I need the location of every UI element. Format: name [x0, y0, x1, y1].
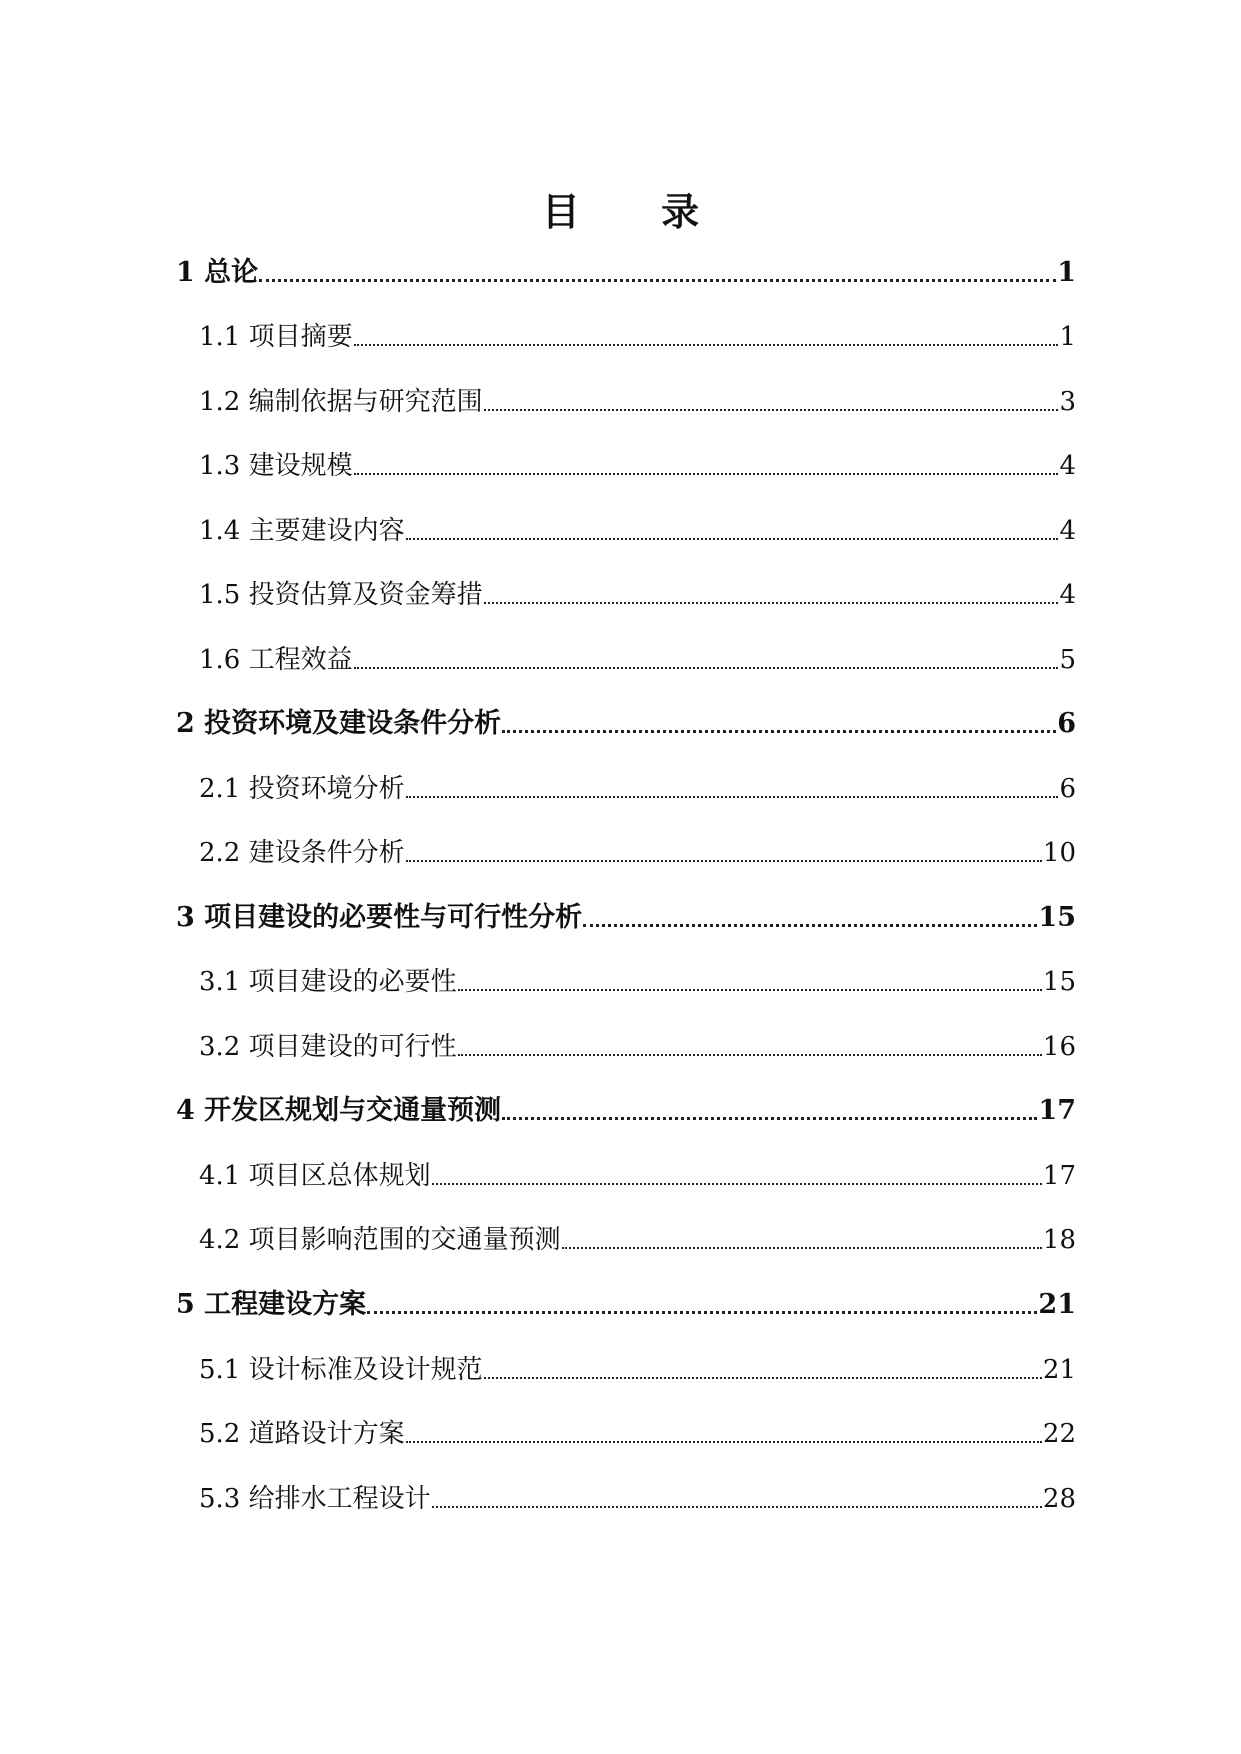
toc-entry[interactable]	[176, 1091, 1076, 1131]
toc-entry-page: 17	[1038, 1095, 1076, 1126]
toc-entry-title: 5.2 道路设计方案	[199, 1419, 405, 1449]
toc-entry-page: 21	[1038, 1289, 1076, 1320]
toc-entry[interactable]	[199, 1414, 1076, 1454]
toc-entry-title: 1 总论	[176, 257, 259, 288]
toc-entry-title: 1.2 编制依据与研究范围	[199, 387, 483, 417]
toc-entry[interactable]	[199, 640, 1076, 680]
toc-leader-dots	[259, 253, 1056, 293]
toc-entry-page: 15	[1038, 902, 1076, 933]
toc-entry-page: 21	[1042, 1355, 1076, 1385]
toc-entry-page: 4	[1059, 451, 1076, 481]
toc-entry[interactable]	[176, 704, 1076, 744]
toc-entry-page: 10	[1042, 838, 1076, 868]
toc-entry[interactable]	[199, 1027, 1076, 1067]
toc-entry[interactable]	[199, 1479, 1076, 1519]
toc-leader-dots	[484, 575, 1059, 615]
toc-entry-page: 5	[1059, 645, 1076, 675]
toc-entry-page: 16	[1042, 1032, 1076, 1062]
toc-entry-page: 6	[1057, 708, 1076, 739]
toc-entry[interactable]	[199, 1350, 1076, 1390]
toc-entry-page: 15	[1042, 967, 1076, 997]
toc-entry[interactable]	[199, 1220, 1076, 1260]
toc-leader-dots	[502, 1091, 1037, 1131]
toc-entry-page: 17	[1042, 1161, 1076, 1191]
toc-entry-page: 22	[1042, 1419, 1076, 1449]
toc-entry-page: 28	[1042, 1484, 1076, 1514]
toc-entry[interactable]	[199, 575, 1076, 615]
toc-entry-page: 6	[1059, 774, 1076, 804]
toc-leader-dots	[406, 833, 1042, 873]
toc-entry-title: 1.6 工程效益	[199, 645, 353, 675]
toc-leader-dots	[458, 962, 1042, 1002]
toc-entry-title: 1.4 主要建设内容	[199, 516, 405, 546]
page-title: 目 录	[541, 189, 734, 234]
toc-entry-title: 5 工程建设方案	[176, 1289, 367, 1320]
toc-entry-page: 1	[1057, 257, 1076, 288]
toc-entry-title: 5.3 给排水工程设计	[199, 1484, 431, 1514]
toc-entry-title: 2.1 投资环境分析	[199, 774, 405, 804]
toc-entry-title: 3.1 项目建设的必要性	[199, 967, 457, 997]
toc-leader-dots	[354, 640, 1059, 680]
toc-leader-dots	[406, 1414, 1042, 1454]
toc-entry[interactable]	[199, 962, 1076, 1002]
toc-entry[interactable]	[199, 1156, 1076, 1196]
toc-leader-dots	[502, 704, 1056, 744]
toc-leader-dots	[583, 898, 1037, 938]
toc-entry-page: 1	[1059, 322, 1076, 352]
toc-leader-dots	[484, 1350, 1042, 1390]
toc-entry-page: 4	[1059, 580, 1076, 610]
toc-entry-title: 3 项目建设的必要性与可行性分析	[176, 902, 583, 933]
toc-leader-dots	[458, 1027, 1042, 1067]
toc-entry-title: 1.3 建设规模	[199, 451, 353, 481]
toc-entry[interactable]	[199, 446, 1076, 486]
toc-entry[interactable]	[199, 511, 1076, 551]
toc-entry-title: 4.1 项目区总体规划	[199, 1161, 431, 1191]
toc-entry[interactable]	[199, 833, 1076, 873]
toc-leader-dots	[354, 446, 1059, 486]
toc-entry[interactable]	[176, 1285, 1076, 1325]
toc-entry-page: 4	[1059, 516, 1076, 546]
toc-entry-title: 4.2 项目影响范围的交通量预测	[199, 1225, 561, 1255]
toc-leader-dots	[406, 769, 1059, 809]
toc-entry-title: 4 开发区规划与交通量预测	[176, 1095, 502, 1126]
toc-entry-title: 5.1 设计标准及设计规范	[199, 1355, 483, 1385]
toc-entry-title: 1.5 投资估算及资金筹措	[199, 580, 483, 610]
toc-entry-page: 18	[1042, 1225, 1076, 1255]
toc-entry-title: 1.1 项目摘要	[199, 322, 353, 352]
toc-entry[interactable]	[176, 253, 1076, 293]
toc-entry-title: 3.2 项目建设的可行性	[199, 1032, 457, 1062]
toc-entry-title: 2.2 建设条件分析	[199, 838, 405, 868]
toc-entry[interactable]	[199, 317, 1076, 357]
toc-leader-dots	[406, 511, 1059, 551]
toc-leader-dots	[432, 1479, 1042, 1519]
toc-leader-dots	[432, 1156, 1042, 1196]
toc-entry[interactable]	[199, 769, 1076, 809]
toc-entry[interactable]	[199, 382, 1076, 422]
toc-entry-title: 2 投资环境及建设条件分析	[176, 708, 502, 739]
toc-entry-page: 3	[1059, 387, 1076, 417]
toc-leader-dots	[562, 1220, 1042, 1260]
toc-leader-dots	[367, 1285, 1037, 1325]
toc-entry[interactable]	[176, 898, 1076, 938]
toc-leader-dots	[484, 382, 1059, 422]
toc-leader-dots	[354, 317, 1059, 357]
